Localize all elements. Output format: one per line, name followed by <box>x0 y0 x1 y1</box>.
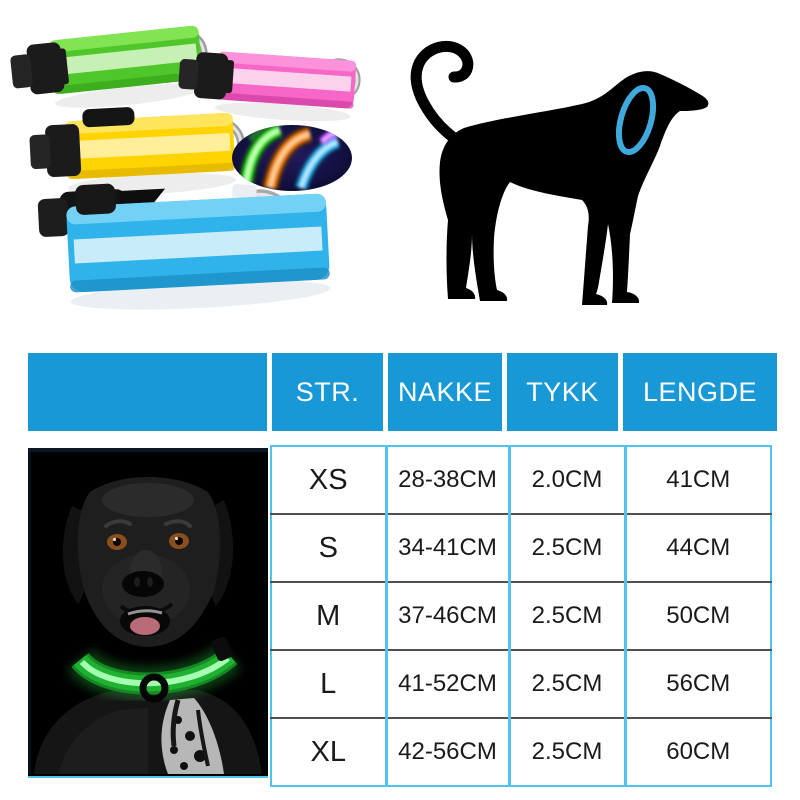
cell-thickness: 2.5CM <box>509 582 625 650</box>
cell-length: 56CM <box>625 650 771 718</box>
header-nakke: NAKKE <box>388 353 502 431</box>
pink-collar <box>176 49 358 125</box>
blue-collar <box>37 172 331 316</box>
header-blank-cell <box>28 353 267 431</box>
cell-neck: 37-46CM <box>386 582 509 650</box>
neck-measure-diagram <box>402 30 732 330</box>
cell-length: 41CM <box>625 446 771 514</box>
cell-thickness: 2.5CM <box>509 650 625 718</box>
cell-neck: 42-56CM <box>386 718 509 786</box>
cell-neck: 41-52CM <box>386 650 509 718</box>
cell-length: 60CM <box>625 718 771 786</box>
dog-photo-image <box>28 448 268 774</box>
cell-size: M <box>271 582 386 650</box>
dog-photo <box>28 448 268 778</box>
cell-thickness: 2.0CM <box>509 446 625 514</box>
dog-body <box>439 71 708 305</box>
cell-thickness: 2.5CM <box>509 718 625 786</box>
cell-size: S <box>271 514 386 582</box>
dog-tail <box>416 46 468 138</box>
cell-size: XS <box>308 463 348 496</box>
header-lengde: LENGDE <box>623 353 777 431</box>
table-row <box>271 718 771 786</box>
cell-length: 50CM <box>625 582 771 650</box>
size-table <box>270 445 772 787</box>
size-table-header <box>28 353 777 431</box>
header-tykk: TYKK <box>507 353 618 431</box>
glow-collars-night <box>232 122 352 191</box>
table-row <box>271 582 771 650</box>
table-row <box>271 514 771 582</box>
cell-thickness: 2.5CM <box>509 514 625 582</box>
header-str: STR. <box>272 353 383 431</box>
cell-size: L <box>271 650 386 718</box>
cell-neck: 34-41CM <box>386 514 509 582</box>
green-collar <box>9 25 208 117</box>
cell-length: 44CM <box>625 514 771 582</box>
yellow-collar <box>28 101 243 200</box>
cell-neck: 28-38CM <box>386 446 509 514</box>
table-row <box>271 446 771 514</box>
collar-gallery <box>0 0 400 345</box>
collar-gallery-image <box>0 0 400 345</box>
dog-silhouette-image <box>402 30 732 330</box>
cell-size: XL <box>271 718 386 786</box>
table-row <box>271 650 771 718</box>
